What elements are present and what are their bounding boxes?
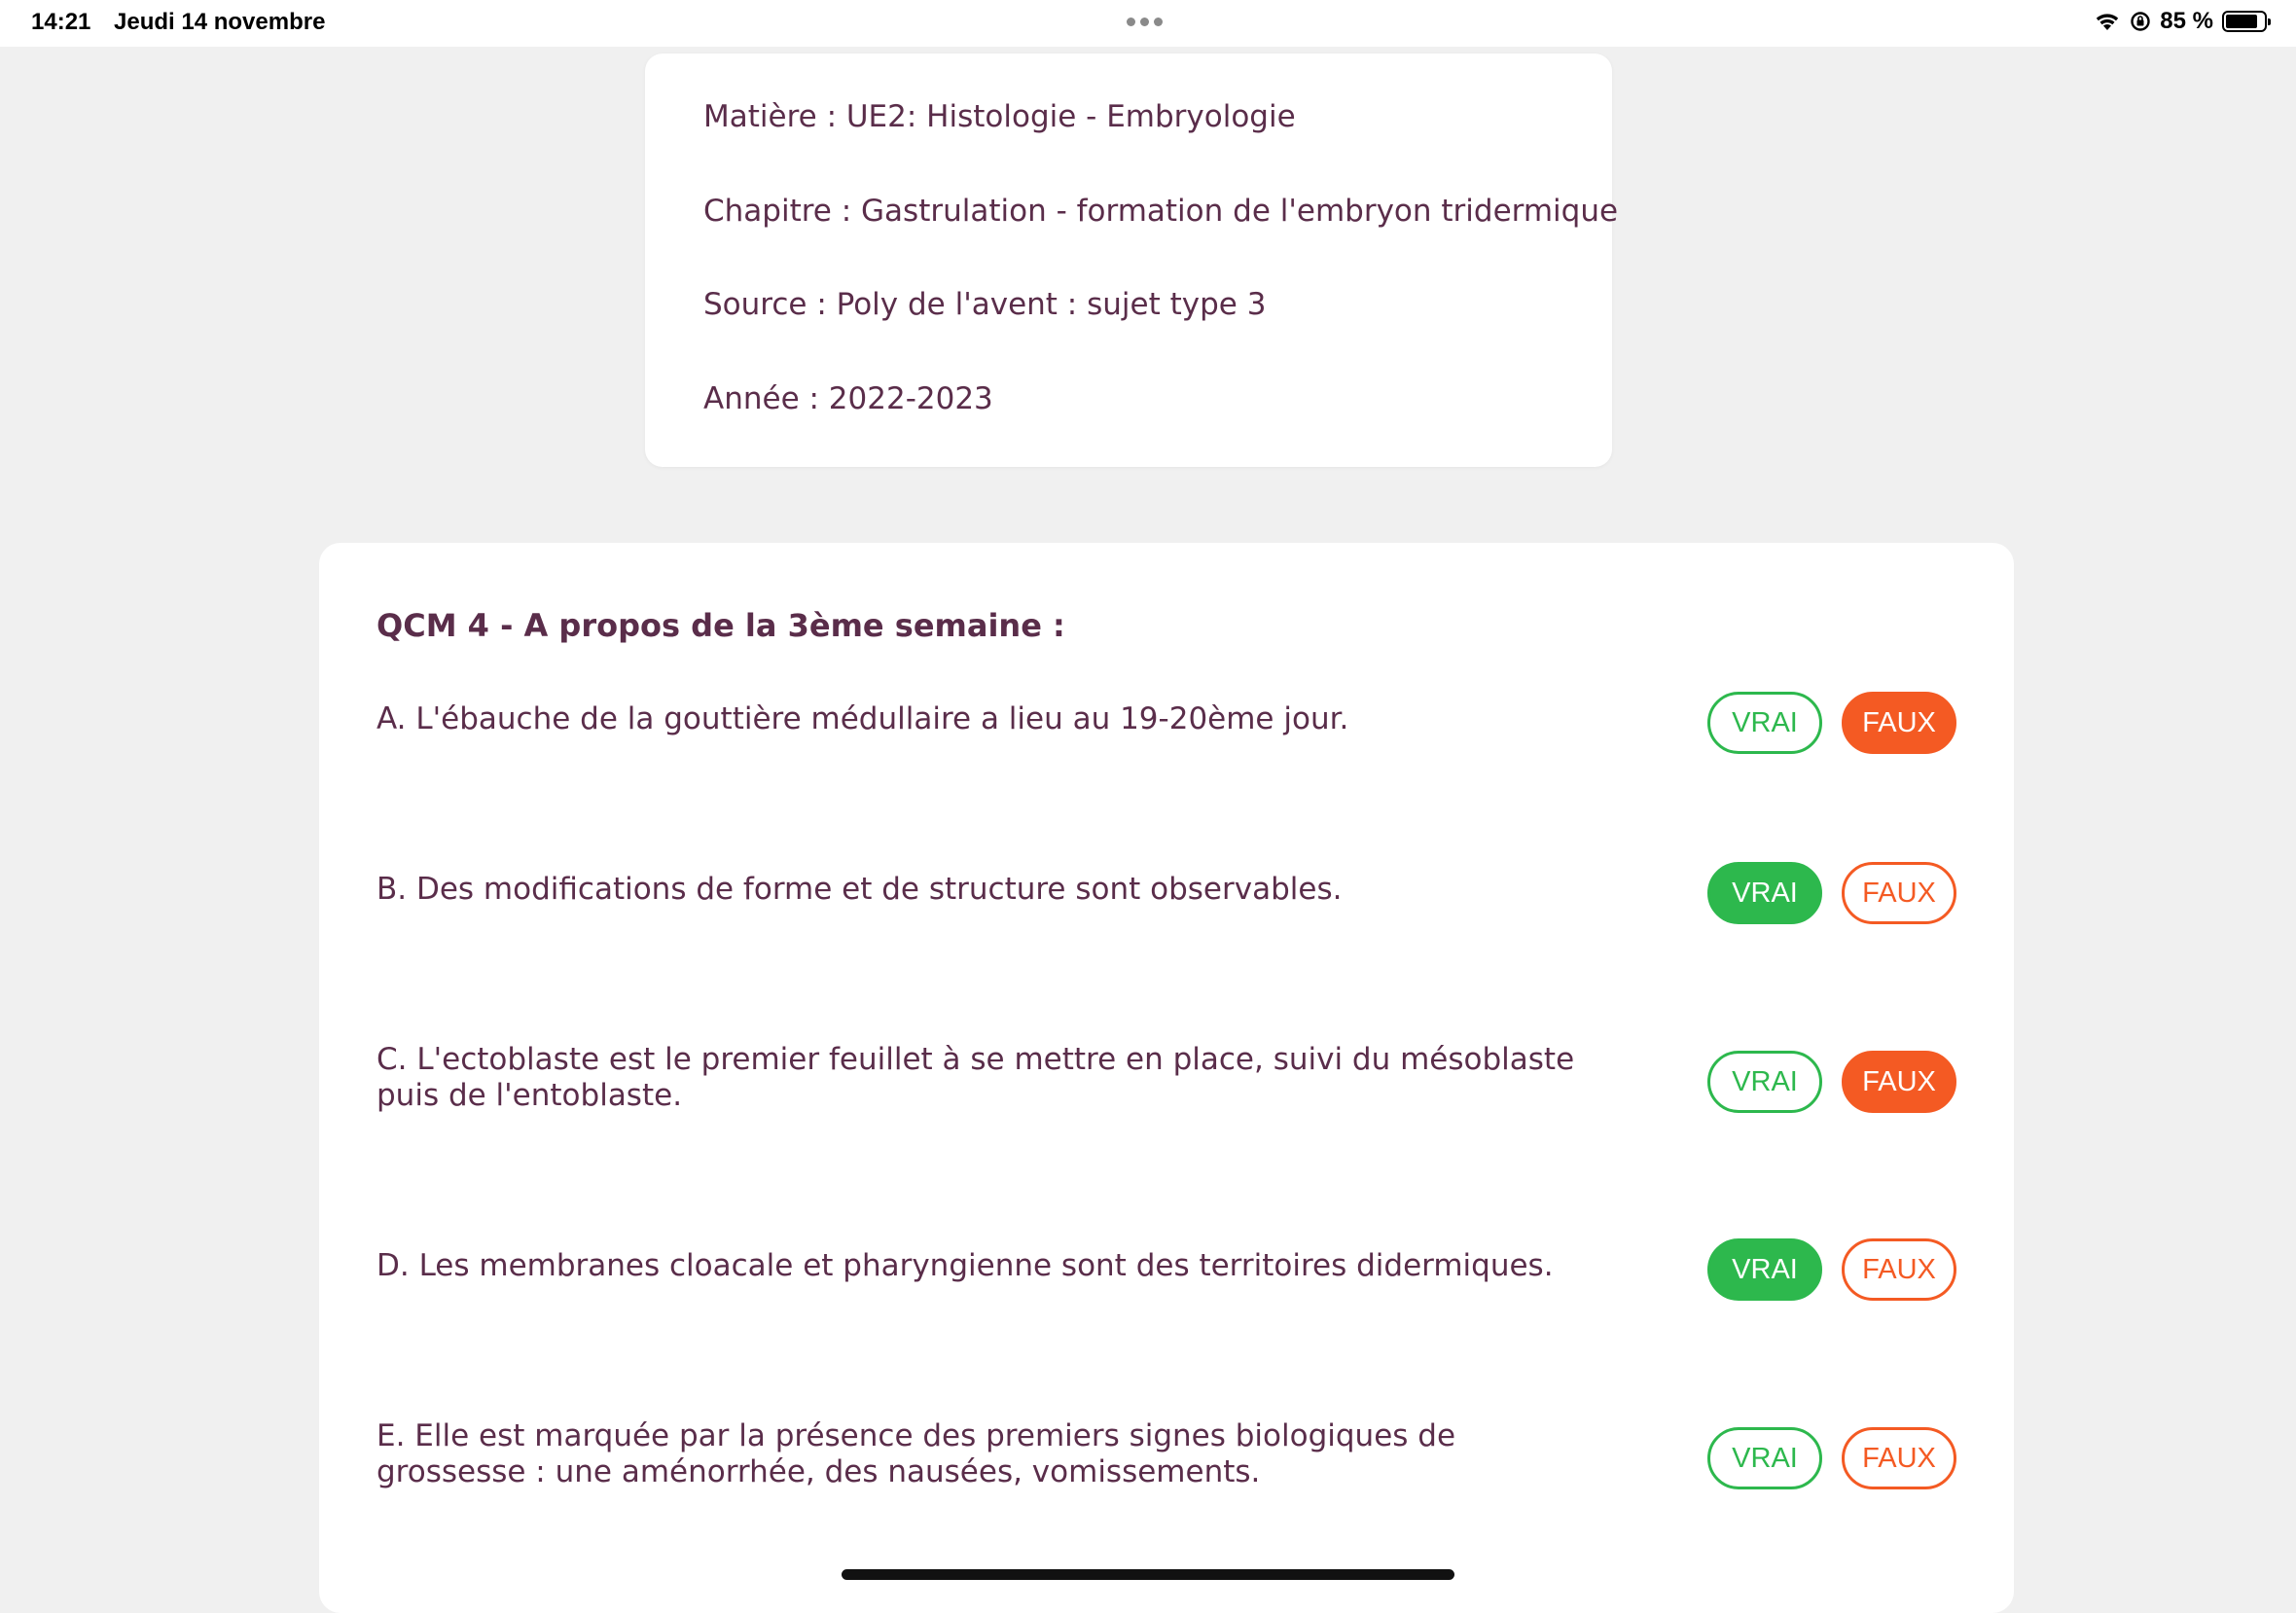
wifi-icon xyxy=(2094,11,2121,32)
battery-fill xyxy=(2226,15,2257,28)
orientation-lock-icon xyxy=(2130,11,2151,32)
status-date: Jeudi 14 novembre xyxy=(114,9,326,35)
multitasking-dots-icon[interactable] xyxy=(1127,18,1163,26)
question-b-text: B. Des modifications de forme et de structure sont observables. xyxy=(377,872,1343,907)
question-d-vrai-button[interactable]: VRAI xyxy=(1707,1238,1822,1301)
question-d-text: D. Les membranes cloacale et pharyngienne sont des territoires didermiques. xyxy=(377,1248,1554,1283)
question-d-faux-button[interactable]: FAUX xyxy=(1842,1238,1956,1301)
home-indicator[interactable] xyxy=(842,1569,1454,1580)
question-a-vrai-button[interactable]: VRAI xyxy=(1707,692,1822,754)
question-e-vrai-button[interactable]: VRAI xyxy=(1707,1427,1822,1489)
question-a-faux-button[interactable]: FAUX xyxy=(1842,692,1956,754)
battery-icon xyxy=(2222,11,2267,32)
status-time: 14:21 xyxy=(31,9,91,35)
info-card xyxy=(645,54,1619,467)
annee-label: Année : 2022-2023 xyxy=(703,381,993,416)
chapitre-label: Chapitre : Gastrulation - formation de l'embryon tridermique xyxy=(703,194,1619,229)
question-c-text: C. L'ectoblaste est le premier feuillet à se mettre en place, suivi du mésoblaste puis de l'entoblaste. xyxy=(377,1042,1575,1113)
question-b-vrai-button[interactable]: VRAI xyxy=(1707,862,1822,924)
question-c-vrai-button[interactable]: VRAI xyxy=(1707,1051,1822,1113)
question-c-faux-button[interactable]: FAUX xyxy=(1842,1051,1956,1113)
question-b-faux-button[interactable]: FAUX xyxy=(1842,862,1956,924)
qcm-card xyxy=(319,543,2014,1613)
status-bar xyxy=(0,0,2296,47)
question-e-faux-button[interactable]: FAUX xyxy=(1842,1427,1956,1489)
question-a-text: A. L'ébauche de la gouttière médullaire a lieu au 19-20ème jour. xyxy=(377,701,1349,736)
source-label: Source : Poly de l'avent : sujet type 3 xyxy=(703,287,1267,322)
question-e-text: E. Elle est marquée par la présence des premiers signes biologiques de grossesse : une aménorrhée, des nausées, vomissements. xyxy=(377,1418,1456,1489)
battery-percentage: 85 % xyxy=(2160,8,2213,34)
status-indicators xyxy=(2094,8,2267,35)
matiere-label: Matière : UE2: Histologie - Embryologie xyxy=(703,99,1296,134)
qcm-title: QCM 4 - A propos de la 3ème semaine : xyxy=(377,607,1065,644)
